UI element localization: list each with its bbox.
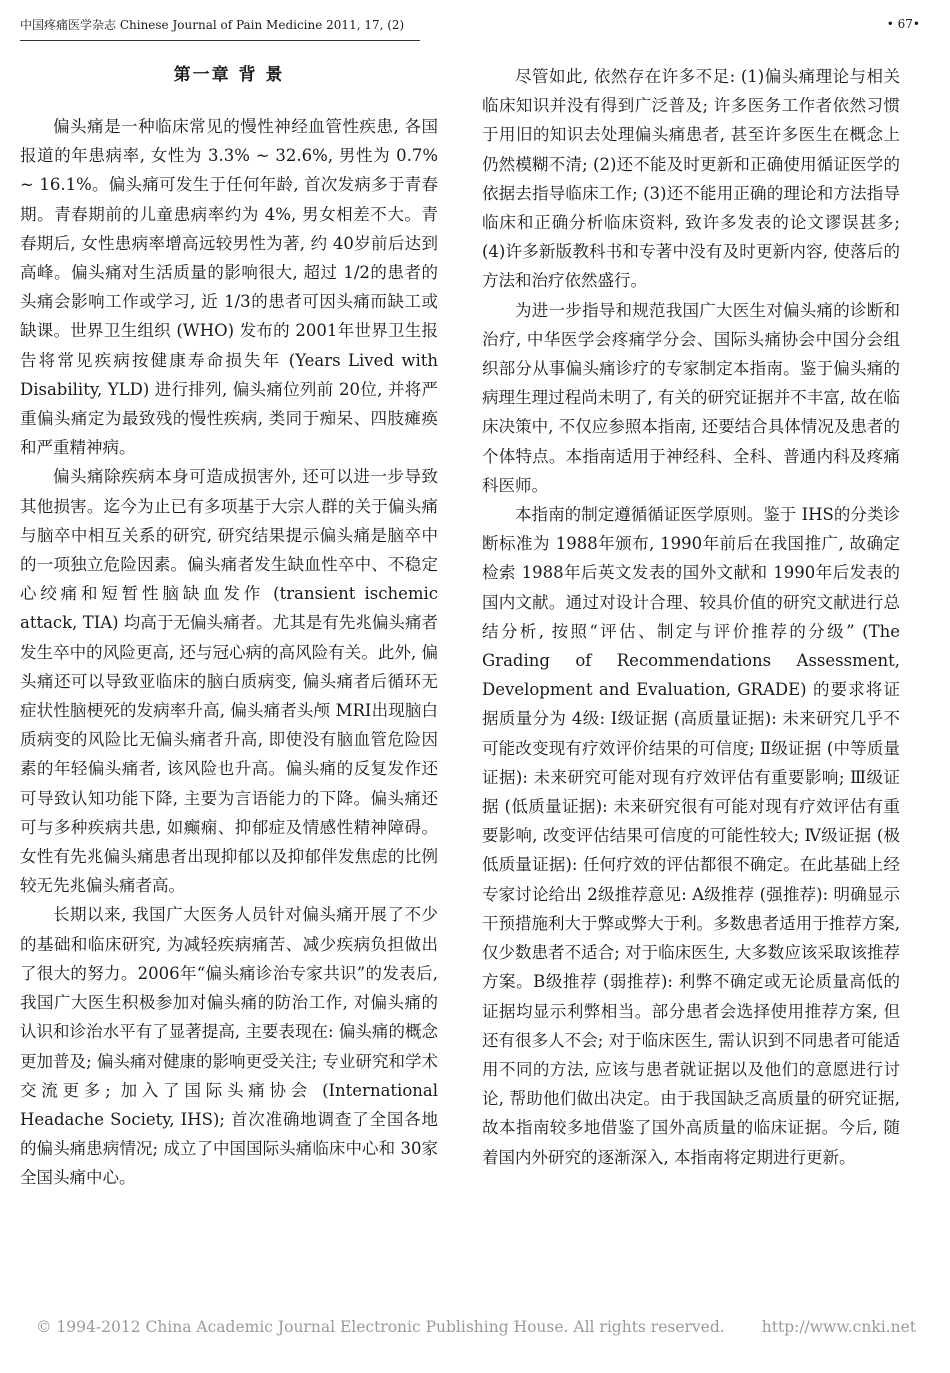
header-rule xyxy=(20,40,420,41)
paragraph: 偏头痛是一种临床常见的慢性神经血管性疾患, 各国报道的年患病率, 女性为 3.3% ~ 32.6%, 男性为 0.7% ~ 16.1%。偏头痛可发生于任何年龄, 首次发病多于青春期。青春期前的儿童患病率约为 4%, 男女相差不大。青春期后, 女性患病率增高远较男性为著, 约 40岁前后达到高峰。偏头痛对生活质量的影响很大, 超过 1/2的患者的头痛会影响工作或学习, 近 1/3的患者可因头痛而缺工或缺课。世界卫生组织 (WHO) 发布的 2001年世界卫生报告将常见疾病按健康寿命损失年 (Years Lived with Disability, YLD) 进行排列, 偏头痛位列前 20位, 并将严重偏头痛定为最致残的慢性疾病, 类同于痴呆、四肢瘫痪和严重精神病。 xyxy=(20,117,438,458)
chapter-title: 第一章 背 景 xyxy=(173,65,285,85)
paragraph: 本指南的制定遵循循证医学原则。鉴于 IHS的分类诊断标准为 1988年颁布, 1990年前后在我国推广, 故确定检索 1988年后英文发表的国外文献和 1990年后发表的国内文献。通过对设计合理、较具价值的研究文献进行总结分析, 按照“评估、制定与评价推荐的分级” (The Grading of Recommendations Assessment, Development and Evaluation, GRADE) 的要求将证据质量分为 4级: Ⅰ级证据 (高质量证据): 未来研究几乎不可能改变现有疗效评价结果的可信度; Ⅱ级证据 (中等质量证据): 未来研究可能对现有疗效评估有重要影响; Ⅲ级证据 (低质量证据): 未来研究很有可能对现有疗效评估有重要影响, 改变评估结果可信度的可能性较大; Ⅳ级证据 (极低质量证据): 任何疗效的评估都很不确定。在此基础上经专家讨论给出 2级推荐意见: A级推荐 (强推荐): 明确显示干预措施利大于弊或弊大于利。多数患者适用于推荐方案, 仅少数患者不适合; 对于临床医生, 大多数应该采取该推荐方案。B级推荐 (弱推荐): 利弊不确定或无论质量高低的证据均显示利弊相当。部分患者会选择使用推荐方案, 但还有很多人不会; 对于临床医生, 需认识到不同患者可能适用不同的方法, 应该与患者就证据以及他们的意愿进行讨论, 帮助他们做出决定。由于我国缺乏高质量的研究证据, 故本指南较多地借鉴了国外高质量的临床证据。今后, 随着国内外研究的逐渐深入, 本指南将定期进行更新。 xyxy=(482,505,900,1167)
paragraph: 偏头痛除疾病本身可造成损害外, 还可以进一步导致其他损害。迄今为止已有多项基于大宗人群的关于偏头痛与脑卒中相互关系的研究, 研究结果提示偏头痛是脑卒中的一项独立危险因素。偏头痛者发生缺血性卒中、不稳定心绞痛和短暂性脑缺血发作 (transient ischemic attack, TIA) 均高于无偏头痛者。尤其是有先兆偏头痛者发生卒中的风险更高, 还与冠心病的高风险有关。此外, 偏头痛还可以导致亚临床的脑白质病变, 偏头痛者后循环无症状性脑梗死的发病率升高, 偏头痛者头颅 MRI出现脑白质病变的风险比无偏头痛者升高, 即使没有脑血管危险因素的年轻偏头痛者, 该风险也升高。偏头痛的反复发作还可导致认知功能下降, 主要为言语能力的下降。偏头痛还可与多种疾病共患, 如癫痫、抑郁症及情感性精神障碍。女性有先兆偏头痛患者出现抑郁以及抑郁伴发焦虑的比例较无先兆偏头痛者高。 xyxy=(20,467,438,896)
left-column xyxy=(20,60,438,1193)
page-number: • 67• xyxy=(886,17,920,31)
footer-url[interactable]: http://www.cnki.net xyxy=(761,1318,916,1336)
paragraph: 为进一步指导和规范我国广大医生对偏头痛的诊断和治疗, 中华医学会疼痛学分会、国际头痛协会中国分会组织部分从事偏头痛诊疗的专家制定本指南。鉴于偏头痛的病理生理过程尚未明了, 有关的研究证据并不丰富, 故在临床决策中, 不仅应参照本指南, 还要结合具体情况及患者的个体特点。本指南适用于神经科、全科、普通内科及疼痛科医师。 xyxy=(482,300,900,495)
footer xyxy=(36,1318,916,1336)
copyright-notice: © 1994-2012 China Academic Journal Electronic Publishing House. All rights reserved. xyxy=(36,1318,725,1336)
journal-title: 中国疼痛医学杂志 Chinese Journal of Pain Medicine 2011, 17, (2) xyxy=(20,17,405,32)
paragraph: 尽管如此, 依然存在许多不足: (1)偏头痛理论与相关临床知识并没有得到广泛普及; 许多医务工作者依然习惯于用旧的知识去处理偏头痛患者, 甚至许多医生在概念上仍然模糊不清; (2)还不能及时更新和正确使用循证医学的依据去指导临床工作; (3)还不能用正确的理论和方法指导临床和正确分析临床资料, 致许多发表的论文谬误甚多; (4)许多新版教科书和专著中没有及时更新内容, 使落后的方法和治疗依然盛行。 xyxy=(482,67,900,291)
running-header xyxy=(20,10,920,38)
paragraph: 长期以来, 我国广大医务人员针对偏头痛开展了不少的基础和临床研究, 为减轻疾病痛苦、减少疾病负担做出了很大的努力。2006年“偏头痛诊治专家共识”的发表后, 我国广大医生积极参加对偏头痛的防治工作, 对偏头痛的认识和诊治水平有了显著提高, 主要表现在: 偏头痛的概念更加普及; 偏头痛对健康的影响更受关注; 专业研究和学术交流更多; 加入了国际头痛协会 (International Headache Society, IHS); 首次准确地调查了全国各地的偏头痛患病情况; 成立了中国国际头痛临床中心和 30家全国头痛中心。 xyxy=(20,905,438,1188)
right-column xyxy=(482,62,900,1172)
